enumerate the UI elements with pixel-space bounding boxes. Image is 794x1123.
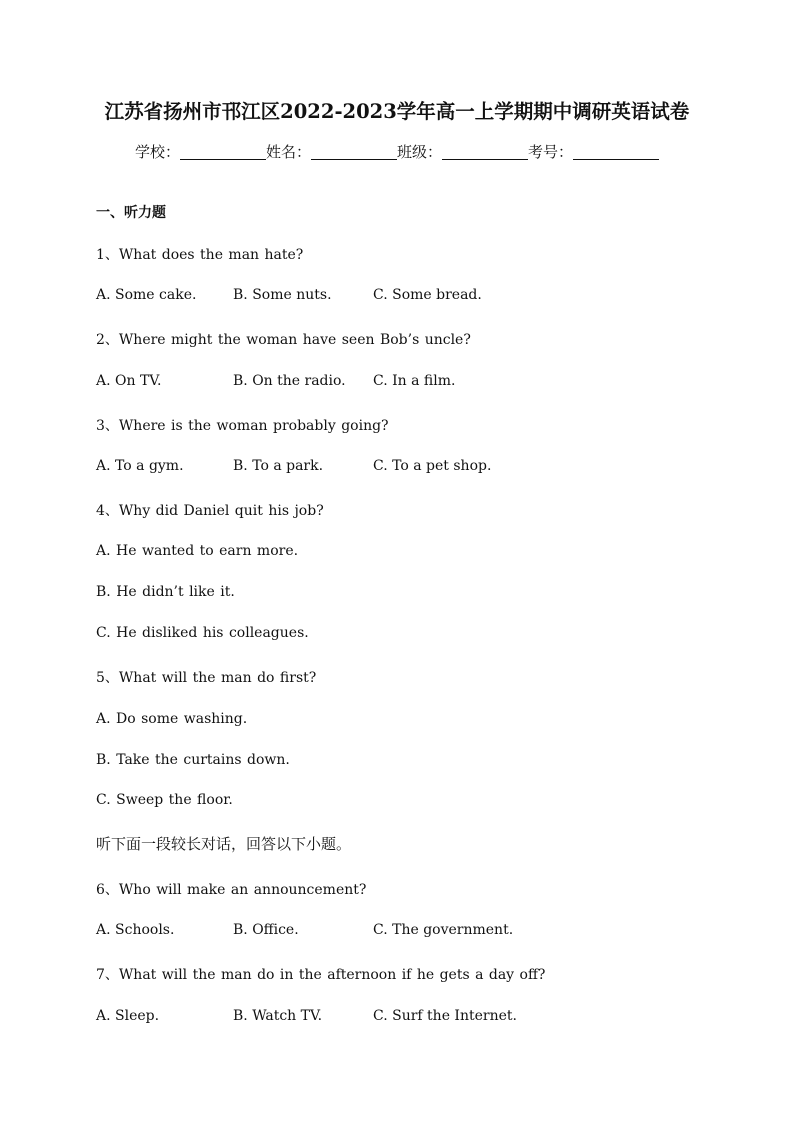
exam-title: 江苏省扬州市邗江区2022-2023学年高一上学期期中调研英语试卷	[104, 100, 690, 123]
class-label: 班级：	[397, 143, 443, 161]
question-7: 7、What will the man do in the afternoon if he gets a day off?	[96, 967, 546, 983]
q4-option-a: A. He wanted to earn more.	[96, 543, 299, 559]
school-label: 学校：	[134, 143, 180, 161]
section-heading-listening: 一、听力题	[96, 205, 166, 221]
exam-number-blank[interactable]	[573, 143, 659, 160]
q2-option-c: C. In a film.	[373, 373, 456, 389]
q4-option-c: C. He disliked his colleagues.	[96, 625, 309, 641]
q6-option-b: B. Office.	[233, 922, 299, 938]
q1-option-b: B. Some nuts.	[233, 287, 332, 303]
q5-option-a: A. Do some washing.	[96, 711, 248, 727]
q7-option-a: A. Sleep.	[96, 1008, 160, 1024]
name-blank[interactable]	[311, 143, 397, 160]
question-1: 1、What does the man hate?	[96, 247, 304, 263]
question-3: 3、Where is the woman probably going?	[96, 418, 389, 434]
q6-option-a: A. Schools.	[96, 922, 175, 938]
student-info-row	[0, 141, 794, 162]
q5-option-b: B. Take the curtains down.	[96, 752, 290, 768]
question-2: 2、Where might the woman have seen Bob’s uncle?	[96, 332, 471, 348]
q6-option-c: C. The government.	[373, 922, 514, 938]
q3-option-b: B. To a park.	[233, 458, 324, 474]
exam-number-label: 考号：	[528, 143, 574, 161]
q2-option-b: B. On the radio.	[233, 373, 346, 389]
question-5: 5、What will the man do first?	[96, 670, 317, 686]
q1-option-a: A. Some cake.	[96, 287, 197, 303]
q3-option-c: C. To a pet shop.	[373, 458, 492, 474]
dialogue-instruction: 听下面一段较长对话，回答以下小题。	[96, 835, 352, 853]
class-blank[interactable]	[442, 143, 528, 160]
question-6: 6、Who will make an announcement?	[96, 882, 367, 898]
q5-option-c: C. Sweep the floor.	[96, 792, 233, 808]
q3-option-a: A. To a gym.	[96, 458, 184, 474]
question-4: 4、Why did Daniel quit his job?	[96, 503, 324, 519]
name-label: 姓名：	[265, 143, 311, 161]
q7-option-b: B. Watch TV.	[233, 1008, 323, 1024]
q1-option-c: C. Some bread.	[373, 287, 482, 303]
q7-option-c: C. Surf the Internet.	[373, 1008, 517, 1024]
school-blank[interactable]	[180, 143, 266, 160]
q2-option-a: A. On TV.	[96, 373, 162, 389]
q4-option-b: B. He didn’t like it.	[96, 584, 235, 600]
